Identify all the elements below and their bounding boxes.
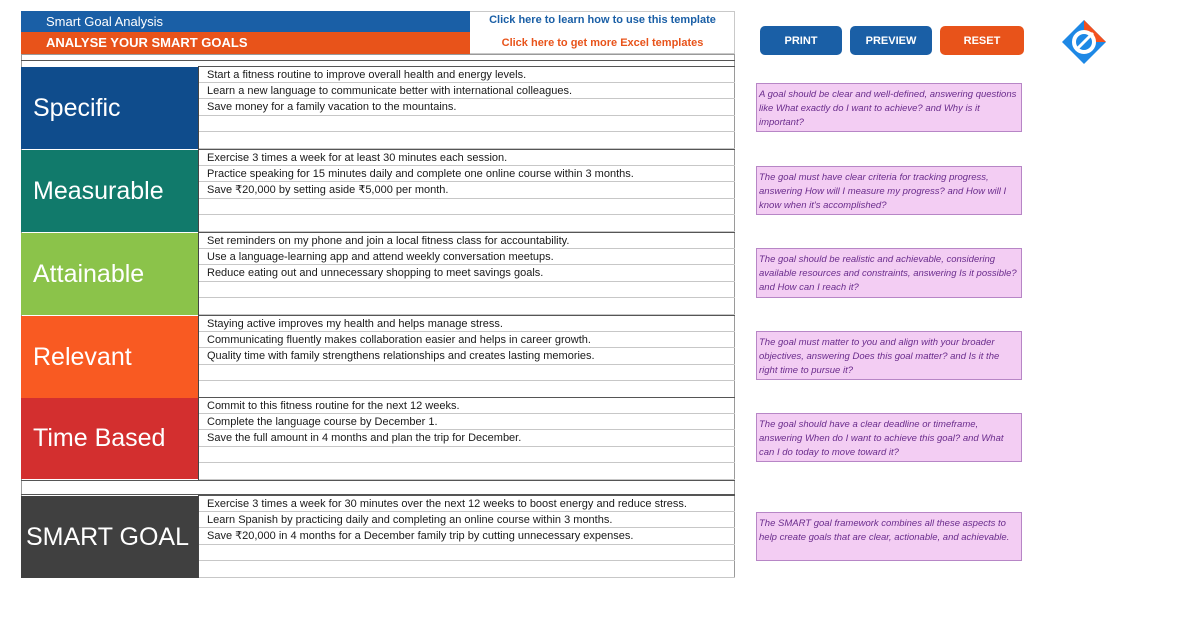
page-title: ANALYSE YOUR SMART GOALS <box>21 32 470 54</box>
goal-row[interactable]: Save money for a family vacation to the mountains. <box>199 99 735 116</box>
goal-row[interactable] <box>199 463 735 480</box>
goal-row[interactable]: Commit to this fitness routine for the next 12 weeks. <box>199 397 735 414</box>
goal-row[interactable] <box>199 561 735 578</box>
reset-button[interactable]: RESET <box>940 26 1024 55</box>
goal-row[interactable] <box>199 199 735 216</box>
rows-specific <box>198 66 735 149</box>
goal-row[interactable] <box>199 447 735 464</box>
howto-link[interactable]: Click here to learn how to use this template <box>489 14 716 26</box>
label-specific: Specific <box>21 67 198 149</box>
goal-row[interactable]: Set reminders on my phone and join a local fitness class for accountability. <box>199 232 735 249</box>
print-button[interactable]: PRINT <box>760 26 842 55</box>
goal-row[interactable]: Learn Spanish by practicing daily and completing an online course within 3 months. <box>199 512 735 529</box>
note-specific: A goal should be clear and well-defined, answering questions like What exactly do I want to achieve? and Why is it important? <box>756 83 1022 132</box>
goal-row[interactable]: Save ₹20,000 in 4 months for a December family trip by cutting unnecessary expenses. <box>199 528 735 545</box>
goal-row[interactable]: Exercise 3 times a week for 30 minutes over the next 12 weeks to boost energy and reduce stress. <box>199 495 735 512</box>
rows-time-based <box>198 397 735 480</box>
label-attainable: Attainable <box>21 233 198 315</box>
goal-row[interactable] <box>199 298 735 315</box>
brand-logo-icon <box>1060 18 1108 66</box>
app-title: Smart Goal Analysis <box>21 11 470 32</box>
goal-row[interactable]: Complete the language course by December 1. <box>199 414 735 431</box>
goal-row[interactable] <box>199 215 735 232</box>
goal-row[interactable]: Save the full amount in 4 months and plan the trip for December. <box>199 430 735 447</box>
goal-row[interactable]: Use a language-learning app and attend weekly conversation meetups. <box>199 249 735 266</box>
templates-link[interactable]: Click here to get more Excel templates <box>501 37 704 49</box>
label-relevant: Relevant <box>21 316 198 398</box>
goal-row[interactable]: Start a fitness routine to improve overall health and energy levels. <box>199 66 735 83</box>
note-time-based: The goal should have a clear deadline or timeframe, answering When do I want to achieve this goal? and What can I do today to move toward it? <box>756 413 1022 462</box>
rows-measurable <box>198 149 735 232</box>
goal-row[interactable]: Staying active improves my health and helps manage stress. <box>199 315 735 332</box>
note-relevant: The goal must matter to you and align with your broader objectives, answering Does this goal matter? and Is it the right time to pursue it? <box>756 331 1022 380</box>
label-measurable: Measurable <box>21 150 198 232</box>
goal-row[interactable]: Quality time with family strengthens relationships and creates lasting memories. <box>199 348 735 365</box>
note-attainable: The goal should be realistic and achievable, considering available resources and constraints, answering Is it possible? and How can I reach it? <box>756 248 1022 298</box>
rows-attainable <box>198 232 735 315</box>
label-smart-goal: SMART GOAL <box>21 496 198 578</box>
goal-row[interactable]: Practice speaking for 15 minutes daily and complete one online course within 3 months. <box>199 166 735 183</box>
goal-row[interactable]: Exercise 3 times a week for at least 30 minutes each session. <box>199 149 735 166</box>
note-smart-goal: The SMART goal framework combines all these aspects to help create goals that are clear, actionable, and achievable. <box>756 512 1022 561</box>
rows-smart-goal <box>198 495 735 578</box>
goal-row[interactable] <box>199 282 735 299</box>
gap-rule-top <box>21 480 735 481</box>
goal-row[interactable] <box>199 545 735 562</box>
goal-row[interactable] <box>199 381 735 398</box>
goal-row[interactable] <box>199 132 735 149</box>
goal-row[interactable]: Learn a new language to communicate better with international colleagues. <box>199 83 735 100</box>
note-measurable: The goal must have clear criteria for tracking progress, answering How will I measure my progress? and How will I know when it's accomplished? <box>756 166 1022 215</box>
goal-row[interactable] <box>199 116 735 133</box>
preview-button[interactable]: PREVIEW <box>850 26 932 55</box>
label-time-based: Time Based <box>21 398 198 479</box>
top-rule <box>21 60 735 61</box>
header-links <box>470 11 735 54</box>
goal-row[interactable]: Communicating fluently makes collaboration easier and helps in career growth. <box>199 332 735 349</box>
goal-row[interactable]: Reduce eating out and unnecessary shopping to meet savings goals. <box>199 265 735 282</box>
rows-relevant <box>198 315 735 398</box>
goal-row[interactable]: Save ₹20,000 by setting aside ₹5,000 per month. <box>199 182 735 199</box>
goal-row[interactable] <box>199 365 735 382</box>
